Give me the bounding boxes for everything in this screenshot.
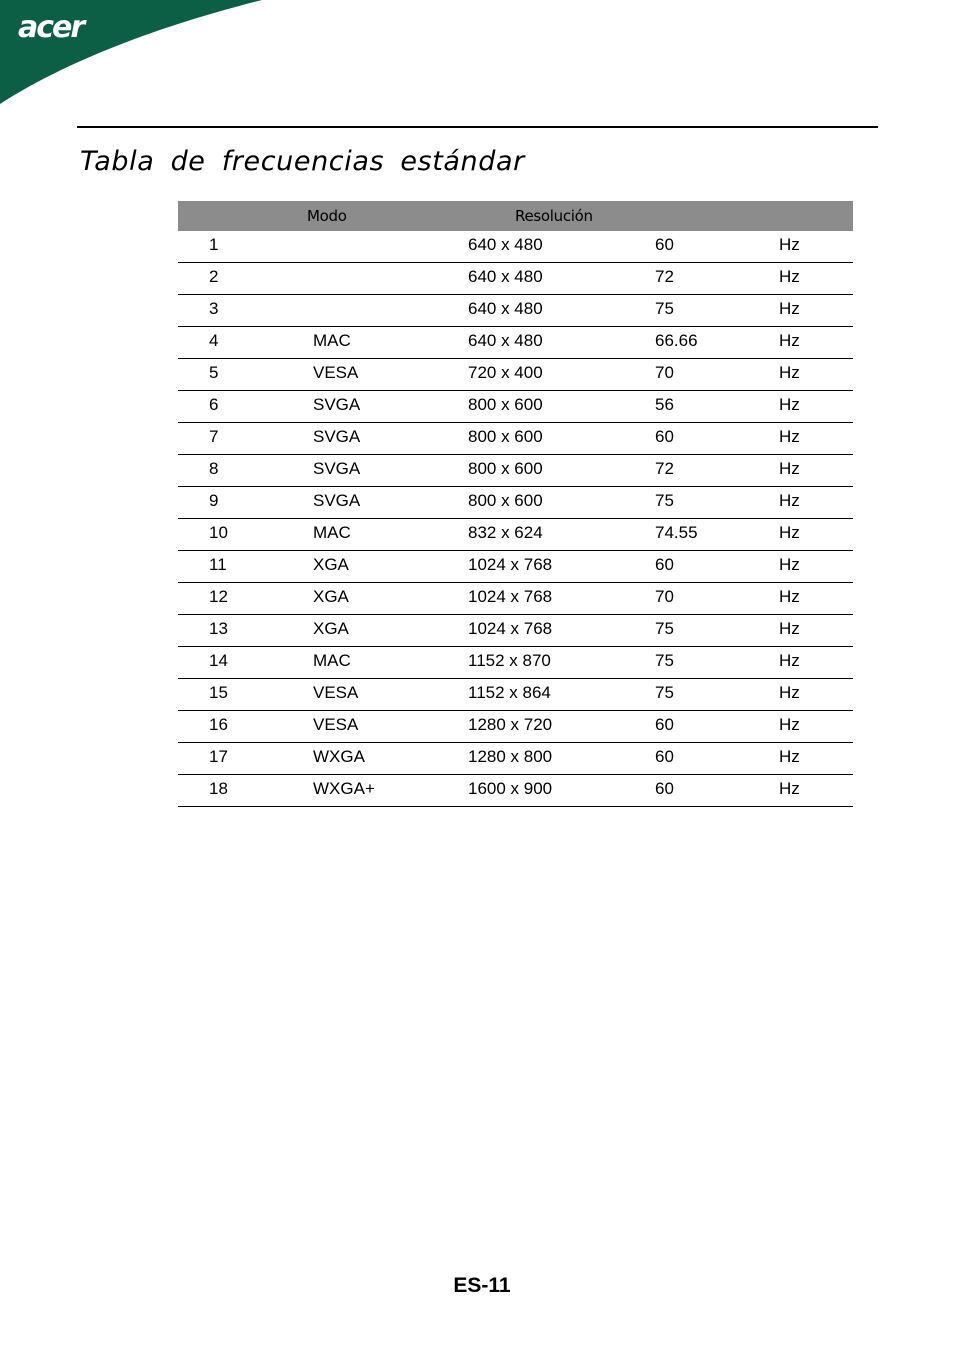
row-resolution: 800 x 600 [468,491,543,510]
row-frequency: 60 [655,779,674,798]
row-mode: WXGA+ [313,779,375,798]
table-row [178,775,853,807]
table-row [178,231,853,263]
page-number: ES-11 [453,1274,511,1297]
table-row [178,615,853,647]
row-unit: Hz [779,651,800,670]
row-number: 2 [209,267,219,286]
row-resolution: 1024 x 768 [468,587,553,606]
row-number: 14 [209,651,228,670]
row-number: 8 [209,459,219,478]
row-unit: Hz [779,427,800,446]
row-unit: Hz [779,395,800,414]
row-frequency: 66.66 [655,331,698,350]
row-mode: VESA [313,683,359,702]
row-mode: SVGA [313,395,361,414]
row-number: 1 [209,235,219,254]
row-frequency: 75 [655,619,674,638]
row-mode: XGA [313,587,349,606]
table-row [178,359,853,391]
table-row [178,519,853,551]
row-unit: Hz [779,235,800,254]
row-frequency: 72 [655,267,674,286]
row-frequency: 60 [655,427,674,446]
row-mode: VESA [313,363,359,382]
row-unit: Hz [779,555,800,574]
row-unit: Hz [779,491,800,510]
row-mode: XGA [313,555,349,574]
row-unit: Hz [779,299,800,318]
row-number: 18 [209,779,228,798]
row-frequency: 60 [655,747,674,766]
row-mode: SVGA [313,459,361,478]
row-resolution: 800 x 600 [468,459,543,478]
table-row [178,327,853,359]
row-mode: XGA [313,619,349,638]
row-frequency: 75 [655,491,674,510]
acer-logo-banner [0,0,300,110]
row-number: 11 [209,555,227,574]
row-frequency: 60 [655,555,674,574]
row-unit: Hz [779,267,800,286]
row-unit: Hz [779,683,800,702]
table-header [178,201,853,231]
row-unit: Hz [779,363,800,382]
row-number: 16 [209,715,228,734]
table-row [178,583,853,615]
row-number: 5 [209,363,219,382]
table-row [178,551,853,583]
row-mode: WXGA [313,747,365,766]
table-row [178,679,853,711]
row-number: 9 [209,491,219,510]
row-number: 7 [209,427,219,446]
row-frequency: 75 [655,651,674,670]
header-mode: Modo [307,207,347,225]
row-number: 6 [209,395,219,414]
table-row [178,455,853,487]
row-resolution: 1280 x 720 [468,715,553,734]
row-frequency: 72 [655,459,674,478]
table-row [178,711,853,743]
svg-text:acer: acer [18,10,84,45]
table-row [178,423,853,455]
row-resolution: 1600 x 900 [468,779,553,798]
row-resolution: 800 x 600 [468,395,543,414]
row-frequency: 70 [655,587,674,606]
header-resolution: Resolución [515,207,593,225]
row-unit: Hz [779,587,800,606]
row-number: 10 [209,523,228,542]
table-row [178,263,853,295]
row-frequency: 70 [655,363,674,382]
row-number: 4 [209,331,219,350]
row-number: 3 [209,299,219,318]
row-resolution: 720 x 400 [468,363,543,382]
table-body [178,231,853,807]
frequency-table [178,201,853,807]
row-resolution: 1024 x 768 [468,555,553,574]
row-resolution: 640 x 480 [468,331,543,350]
row-unit: Hz [779,747,800,766]
row-frequency: 60 [655,715,674,734]
table-row [178,647,853,679]
row-unit: Hz [779,779,800,798]
row-resolution: 1152 x 864 [468,683,551,702]
row-mode: SVGA [313,427,361,446]
table-row [178,487,853,519]
row-mode: MAC [313,651,351,670]
row-frequency: 75 [655,683,674,702]
table-row [178,295,853,327]
row-frequency: 74.55 [655,523,698,542]
row-resolution: 1152 x 870 [468,651,551,670]
page-title: Tabla de frecuencias estándar [80,146,525,177]
row-mode: SVGA [313,491,361,510]
row-frequency: 56 [655,395,674,414]
row-resolution: 640 x 480 [468,235,543,254]
row-number: 17 [209,747,228,766]
row-resolution: 1024 x 768 [468,619,553,638]
row-mode: VESA [313,715,359,734]
row-unit: Hz [779,619,800,638]
row-resolution: 832 x 624 [468,523,543,542]
row-number: 15 [209,683,228,702]
row-resolution: 800 x 600 [468,427,543,446]
row-number: 13 [209,619,228,638]
table-row [178,743,853,775]
row-frequency: 75 [655,299,674,318]
row-resolution: 1280 x 800 [468,747,553,766]
row-unit: Hz [779,523,800,542]
row-frequency: 60 [655,235,674,254]
row-mode: MAC [313,331,351,350]
row-resolution: 640 x 480 [468,299,543,318]
row-number: 12 [209,587,228,606]
row-unit: Hz [779,459,800,478]
row-unit: Hz [779,715,800,734]
header-rule [77,126,878,128]
row-mode: MAC [313,523,351,542]
row-unit: Hz [779,331,800,350]
row-resolution: 640 x 480 [468,267,543,286]
table-row [178,391,853,423]
